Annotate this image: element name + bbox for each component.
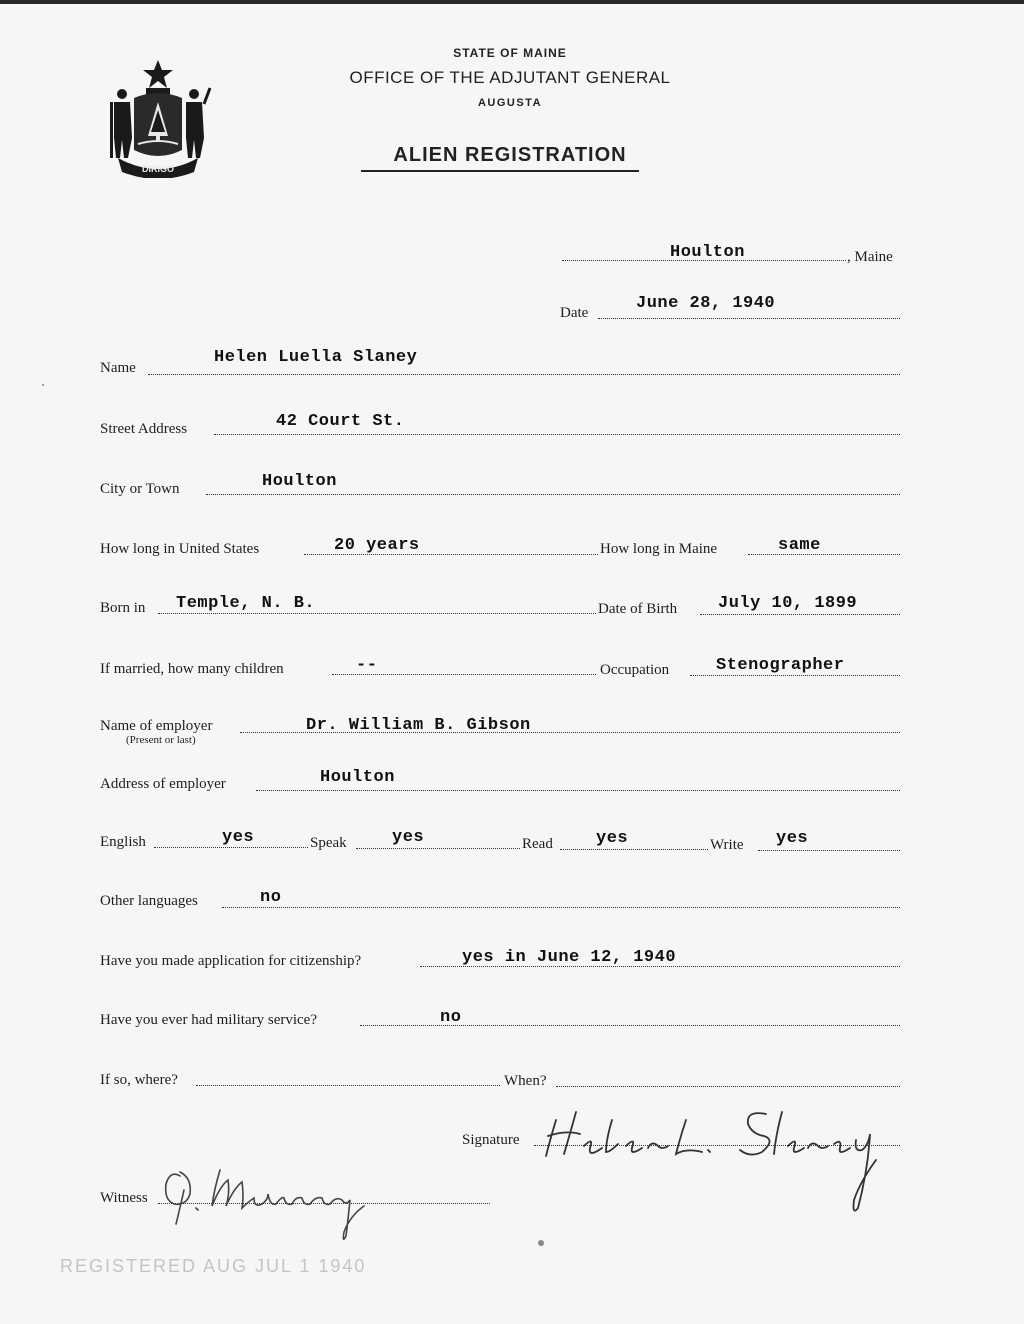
- maine-duration-label: How long in Maine: [600, 541, 718, 557]
- ink-speck: [538, 1240, 544, 1246]
- us-duration-label: How long in United States: [100, 541, 260, 557]
- applicant-signature: [536, 1090, 896, 1220]
- street-line: [214, 434, 900, 435]
- citizenship-value: yes in June 12, 1940: [462, 948, 677, 967]
- employer-address-line: [256, 790, 900, 791]
- date-label: Date: [560, 305, 589, 321]
- write-line: [758, 850, 900, 851]
- state-heading: STATE OF MAINE: [453, 46, 567, 60]
- maine-duration-value: same: [778, 536, 821, 555]
- ink-speck: [42, 384, 44, 386]
- citizenship-label: Have you made application for citizenship?: [100, 953, 362, 969]
- children-value: --: [356, 656, 378, 675]
- location-suffix: , Maine: [847, 249, 893, 265]
- other-languages-label: Other languages: [100, 893, 198, 909]
- other-languages-value: no: [260, 888, 282, 907]
- when-line: [556, 1086, 900, 1087]
- born-line: [158, 613, 596, 614]
- witness-signature: [150, 1150, 410, 1250]
- form-title: ALIEN REGISTRATION: [393, 144, 627, 166]
- write-value: yes: [776, 829, 809, 848]
- write-label: Write: [710, 837, 744, 853]
- dob-line: [700, 614, 900, 615]
- children-label: If married, how many children: [100, 661, 284, 677]
- read-line: [560, 849, 708, 850]
- english-label: English: [100, 834, 146, 850]
- read-value: yes: [596, 829, 629, 848]
- received-stamp: REGISTERED AUG JUL 1 1940: [60, 1256, 367, 1276]
- city-label: City or Town: [100, 481, 180, 497]
- where-label: If so, where?: [100, 1072, 178, 1088]
- employer-value: Dr. William B. Gibson: [306, 716, 531, 735]
- speak-value: yes: [392, 828, 425, 847]
- born-value: Temple, N. B.: [176, 594, 316, 613]
- street-label: Street Address: [100, 421, 188, 437]
- svg-text:DIRIGO: DIRIGO: [141, 164, 175, 174]
- when-label: When?: [504, 1073, 547, 1089]
- street-value: 42 Court St.: [276, 412, 405, 431]
- city-value: Houlton: [262, 472, 337, 491]
- occupation-value: Stenographer: [716, 656, 845, 675]
- speak-label: Speak: [310, 835, 347, 851]
- location-value: Houlton: [670, 243, 745, 262]
- other-languages-line: [222, 907, 900, 908]
- scan-border: [0, 0, 1024, 4]
- military-value: no: [440, 1008, 462, 1027]
- date-value: June 28, 1940: [636, 294, 776, 313]
- title-underline: [361, 170, 639, 172]
- employer-address-label: Address of employer: [100, 776, 226, 792]
- born-label: Born in: [100, 600, 146, 616]
- office-heading: OFFICE OF THE ADJUTANT GENERAL: [349, 68, 671, 87]
- signature-label: Signature: [462, 1132, 520, 1148]
- city-line: [206, 494, 900, 495]
- dob-label: Date of Birth: [598, 601, 678, 617]
- dob-value: July 10, 1899: [718, 594, 858, 613]
- date-line: [598, 318, 900, 319]
- employer-address-value: Houlton: [320, 768, 395, 787]
- english-value: yes: [222, 828, 255, 847]
- name-line: [148, 374, 900, 375]
- city-heading: AUGUSTA: [477, 97, 543, 109]
- military-label: Have you ever had military service?: [100, 1012, 317, 1028]
- occupation-line: [690, 675, 900, 676]
- occupation-label: Occupation: [600, 662, 670, 678]
- where-line: [196, 1085, 500, 1086]
- english-line: [154, 847, 308, 848]
- us-duration-value: 20 years: [334, 536, 420, 555]
- read-label: Read: [522, 836, 553, 852]
- name-value: Helen Luella Slaney: [214, 348, 418, 367]
- speak-line: [356, 848, 520, 849]
- employer-label: Name of employer: [100, 718, 213, 734]
- employer-sublabel: (Present or last): [126, 734, 196, 746]
- state-of-maine-seal-icon: [104, 58, 212, 178]
- name-label: Name: [100, 360, 136, 376]
- maine-duration-line: [748, 554, 900, 555]
- witness-label: Witness: [100, 1190, 148, 1206]
